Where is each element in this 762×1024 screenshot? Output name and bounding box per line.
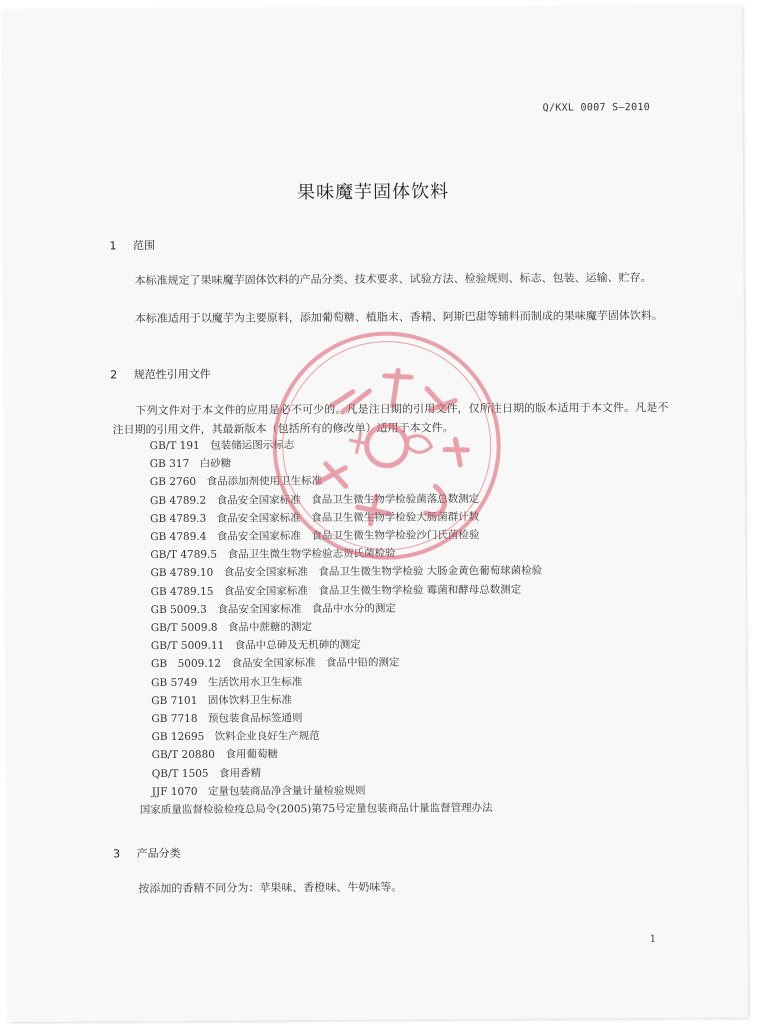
document-code: Q/KXL 0007 S—2010 [542, 102, 651, 114]
reference-item: GB/T 4789.5 食品卫生微生物学检验志贺氏菌检验 [150, 547, 396, 562]
section-2-heading [110, 366, 211, 383]
section-title: 范围 [132, 239, 155, 253]
reference-item: GB 7101 固体饮料卫生标准 [151, 694, 292, 707]
reference-item: QB/T 1505 食用香精 [151, 767, 262, 780]
reference-item: GB 5009.12 食品安全国家标准 食品中铅的测定 [150, 657, 400, 671]
reference-item: GB 5749 生活饮用水卫生标准 [151, 675, 303, 689]
scope-paragraph-1: 本标准规定了果味魔芋固体饮料的产品分类、技术要求、试验方法、检验规则、标志、包装、运输、贮存。 [134, 271, 652, 288]
reference-item: GB 2760 食品添加剂使用卫生标准 [149, 475, 323, 489]
reference-item: GB 4789.3 食品安全国家标准 食品卫生微生物学检验大肠菌群计数 [150, 510, 480, 525]
section-title: 规范性引用文件 [133, 367, 211, 382]
reference-item: 国家质量监督检验检疫总局令(2005)第75号定量包装商品计量监督管理办法 [139, 802, 493, 817]
scope-paragraph-2: 本标准适用于以魔芋为主要原料，添加葡萄糖、植脂末、香精、阿斯巴甜等辅料而制成的果味魔芋固体饮料。 [134, 308, 663, 326]
reference-item: GB 4789.4 食品安全国家标准 食品卫生微生物学检验沙门氏菌检验 [150, 529, 480, 544]
reference-item: GB/T 191 包装储运图示标志 [149, 439, 295, 453]
section-1-heading [109, 237, 155, 253]
reference-item: GB 7718 预包装食品标签通则 [151, 712, 303, 726]
classification-text: 按添加的香精不同分为：苹果味、香橙味、牛奶味等。 [138, 880, 403, 896]
section-number: 3 [113, 847, 121, 861]
references-intro: 下列文件对于本文件的应用是必不可少的。凡是注日期的引用文件，仅所注日期的版本适用于本文件。凡是不注日期的引用文件，其最新版本（包括所有的修改单）适用于本文件。 [112, 400, 669, 437]
page-number: 1 [649, 934, 657, 946]
reference-item: JJF 1070 定量包装商品净含量计量检验规则 [151, 784, 366, 798]
reference-item: GB 4789.10 食品安全国家标准 食品卫生微生物学检验 大肠金黄色葡萄球菌检验 [150, 565, 543, 580]
section-number: 1 [109, 239, 117, 253]
reference-item: GB/T 5009.8 食品中蔗糖的测定 [150, 621, 313, 635]
document-title: 果味魔芋固体饮料 [297, 181, 450, 204]
reference-item: GB 5009.3 食品安全国家标准 食品中水分的测定 [150, 602, 396, 616]
reference-item: GB 4789.2 食品安全国家标准 食品卫生微生物学检验菌落总数测定 [149, 492, 480, 507]
reference-item: GB/T 5009.11 食品中总砷及无机砷的测定 [150, 639, 361, 653]
reference-item: GB 12695 饮料企业良好生产规范 [151, 730, 320, 744]
reference-item: GB 317 白砂糖 [149, 457, 232, 471]
reference-item: GB 4789.15 食品安全国家标准 食品卫生微生物学检验 霉菌和酵母总数测定 [150, 583, 522, 598]
section-number: 2 [110, 368, 118, 382]
reference-item: GB/T 20880 食用葡萄糖 [151, 748, 278, 762]
official-seal-stamp [245, 304, 529, 588]
section-title: 产品分类 [136, 846, 181, 861]
document-page [2, 5, 748, 1022]
section-3-heading [113, 845, 181, 861]
